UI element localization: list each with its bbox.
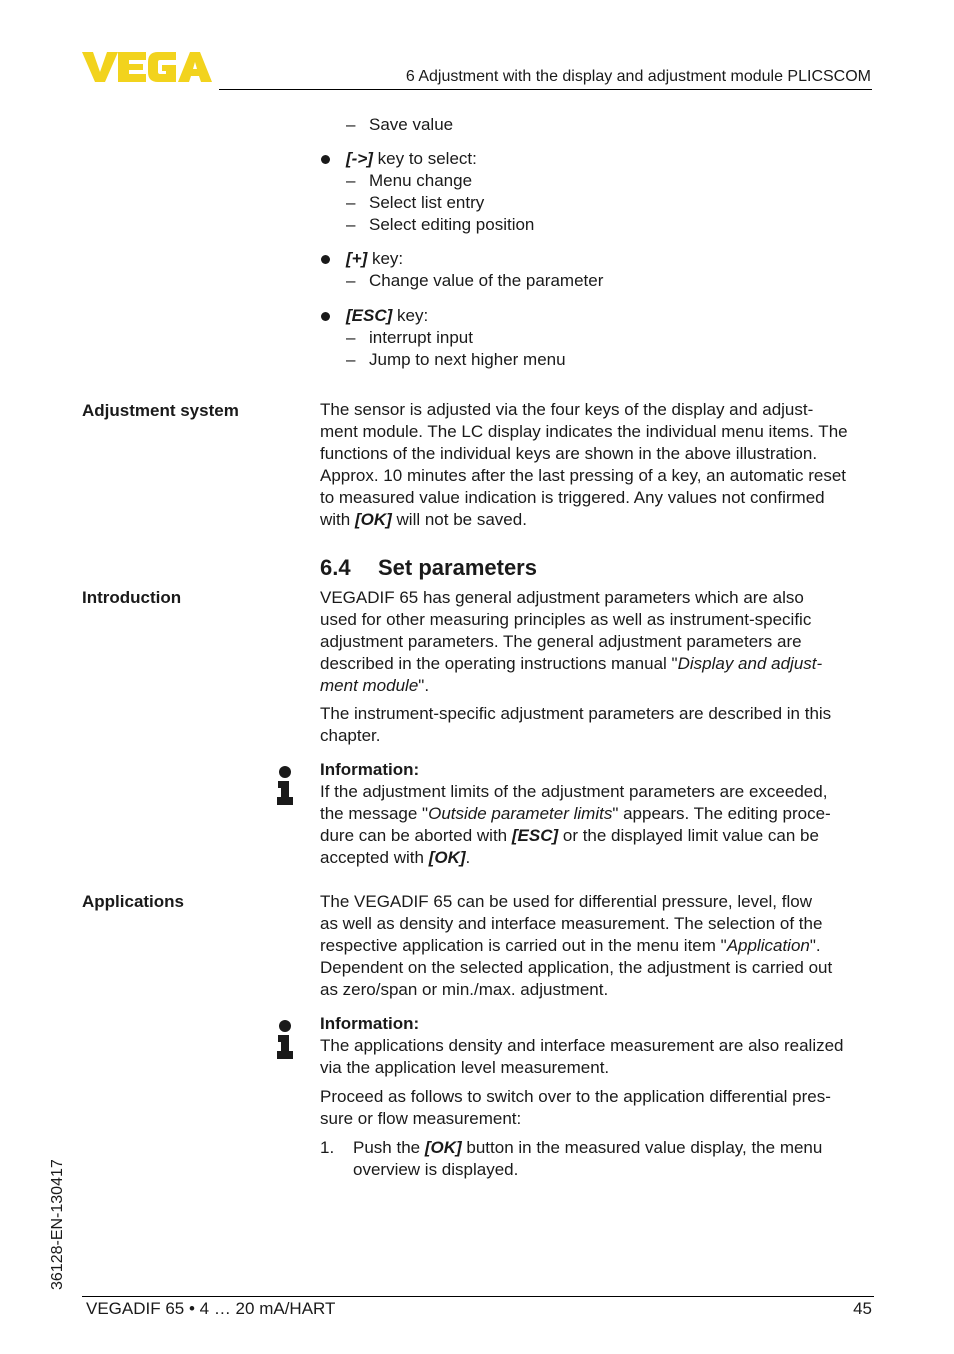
- list-item-esc-key: [ESC] key:: [320, 305, 876, 327]
- list-item: – Menu change: [320, 170, 876, 192]
- list-item-plus-key: [+] key:: [320, 248, 876, 270]
- key-label: [+]: [346, 249, 368, 268]
- page-number: 45: [853, 1299, 872, 1318]
- list-item: – Select editing position: [320, 214, 876, 236]
- footer-product: VEGADIF 65 • 4 … 20 mA/HART: [86, 1299, 336, 1318]
- list-item: – interrupt input: [320, 327, 876, 349]
- introduction-label: Introduction: [82, 588, 182, 607]
- list-item-arrow-key: [->] key to select:: [320, 148, 876, 170]
- section-heading: [320, 555, 876, 581]
- header-chapter-title: 6 Adjustment with the display and adjustment module PLICSCOM: [405, 68, 871, 85]
- section-title: Set parameters: [378, 555, 537, 580]
- vega-logo: [82, 50, 212, 84]
- adjustment-system-label: Adjustment system: [82, 401, 239, 420]
- footer-divider: [82, 1296, 874, 1297]
- key-label: [OK]: [424, 1138, 462, 1157]
- introduction-text: VEGADIF 65 has general adjustment parameters which are also used for other measuring principles as well as instrument-specific adjustment parameters. The general adjustment parameters are described in the operating instructions manual "Display and adjust- ment module". The instrument-specific adjustment parameters are described in this chapter.: [320, 588, 832, 745]
- information-icon: [276, 1020, 294, 1060]
- key-label: [ESC]: [346, 306, 393, 325]
- applications-text: The VEGADIF 65 can be used for differential pressure, level, flow as well as density and interface measurement. The selection of the respective application is carried out in the menu item "Application". Dependent on the selected application, the adjustment is carried out as zero/span or min./max. adjustment.: [320, 892, 833, 999]
- information-title: Information:: [320, 1014, 420, 1033]
- information-title: Information:: [320, 760, 420, 779]
- step-number: 1.: [320, 1138, 335, 1157]
- list-item: – Jump to next higher menu: [320, 349, 876, 371]
- key-label: [ESC]: [511, 826, 559, 845]
- header-divider: [219, 89, 872, 90]
- keys-list: [320, 114, 876, 371]
- key-label: [->]: [346, 149, 373, 168]
- list-item: – Save value: [320, 114, 876, 136]
- key-label: [OK]: [428, 848, 466, 867]
- list-item: – Change value of the parameter: [320, 270, 876, 292]
- section-number: 6.4: [320, 555, 351, 580]
- information-note-1: Information: If the adjustment limits of the adjustment parameters are exceeded, the message "Outside parameter limits" appears. The editing proce- dure can be aborted with [ESC] or the displayed limit value can be accepted with [OK].: [320, 759, 876, 869]
- information-icon: [276, 766, 294, 806]
- applications-label: Applications: [82, 892, 185, 911]
- numbered-step: 1. Push the [OK] button in the measured value display, the menu overview is displayed.: [320, 1138, 823, 1179]
- adjustment-system-text: The sensor is adjusted via the four keys of the display and adjust- ment module. The LC display indicates the individual menu items. The functions of the individual keys are shown in the above illustration. Approx. 10 minutes after the last pressing of a key, an automatic reset to measured value indication is triggered. Any values not confirmed with [OK] will not be saved.: [320, 400, 848, 529]
- key-label: [OK]: [354, 510, 392, 529]
- document-number: 36128-EN-130417: [49, 1159, 66, 1290]
- information-note-2: Information: The applications density and interface measurement are also realized via the application level measurement. Proceed as follows to switch over to the application differential pres- sure or flow measurement: 1. Push the [OK] button in the measured value display, the menu overview is displayed.: [320, 1013, 876, 1181]
- list-item: – Select list entry: [320, 192, 876, 214]
